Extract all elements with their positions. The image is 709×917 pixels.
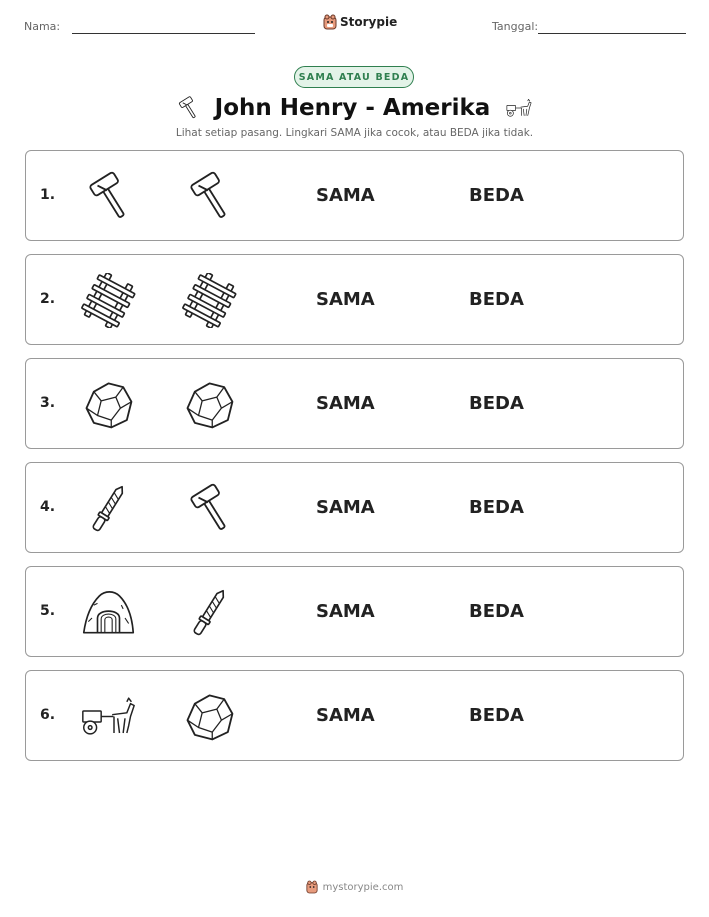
tunnel-icon	[81, 585, 136, 640]
different-option[interactable]: BEDA	[469, 497, 524, 518]
different-option[interactable]: BEDA	[469, 601, 524, 622]
steel-drill-icon	[182, 585, 237, 640]
same-option[interactable]: SAMA	[316, 393, 375, 414]
hammer-icon	[182, 481, 237, 536]
title-row	[0, 91, 709, 125]
exercise-row	[25, 670, 684, 761]
exercise-row	[25, 150, 684, 241]
different-option[interactable]: BEDA	[469, 705, 524, 726]
activity-type-badge: SAMA ATAU BEDA	[294, 66, 414, 88]
row-number: 6.	[40, 707, 56, 723]
brand-name: Storypie	[340, 15, 398, 29]
same-option[interactable]: SAMA	[316, 289, 375, 310]
storypie-mascot-icon	[323, 14, 337, 30]
rock-icon	[81, 377, 136, 432]
storypie-mascot-icon	[306, 880, 318, 894]
same-option[interactable]: SAMA	[316, 705, 375, 726]
footer-url[interactable]: mystorypie.com	[322, 881, 404, 893]
row-number: 4.	[40, 499, 56, 515]
exercise-row	[25, 254, 684, 345]
brand-logo	[323, 14, 397, 30]
exercise-row	[25, 566, 684, 657]
row-number: 3.	[40, 395, 56, 411]
rock-icon	[182, 377, 237, 432]
same-option[interactable]: SAMA	[316, 497, 375, 518]
page-title: John Henry - Amerika	[214, 95, 491, 121]
name-field[interactable]	[72, 33, 255, 34]
exercise-row	[25, 358, 684, 449]
hammer-icon	[175, 95, 201, 121]
horse-cart-icon	[504, 95, 534, 121]
hammer-icon	[81, 169, 136, 224]
same-option[interactable]: SAMA	[316, 601, 375, 622]
date-field[interactable]	[538, 33, 686, 34]
horse-cart-icon	[81, 689, 136, 744]
row-number: 2.	[40, 291, 56, 307]
different-option[interactable]: BEDA	[469, 393, 524, 414]
row-number: 1.	[40, 187, 56, 203]
same-option[interactable]: SAMA	[316, 185, 375, 206]
date-label: Tanggal:	[492, 20, 539, 33]
different-option[interactable]: BEDA	[469, 289, 524, 310]
hammer-icon	[182, 169, 237, 224]
footer	[0, 880, 709, 894]
instructions: Lihat setiap pasang. Lingkari SAMA jika cocok, atau BEDA jika tidak.	[175, 127, 534, 139]
railroad-track-icon	[182, 273, 237, 328]
rock-icon	[182, 689, 237, 744]
different-option[interactable]: BEDA	[469, 185, 524, 206]
exercise-row	[25, 462, 684, 553]
name-label: Nama:	[24, 20, 61, 33]
row-number: 5.	[40, 603, 56, 619]
steel-drill-icon	[81, 481, 136, 536]
railroad-track-icon	[81, 273, 136, 328]
